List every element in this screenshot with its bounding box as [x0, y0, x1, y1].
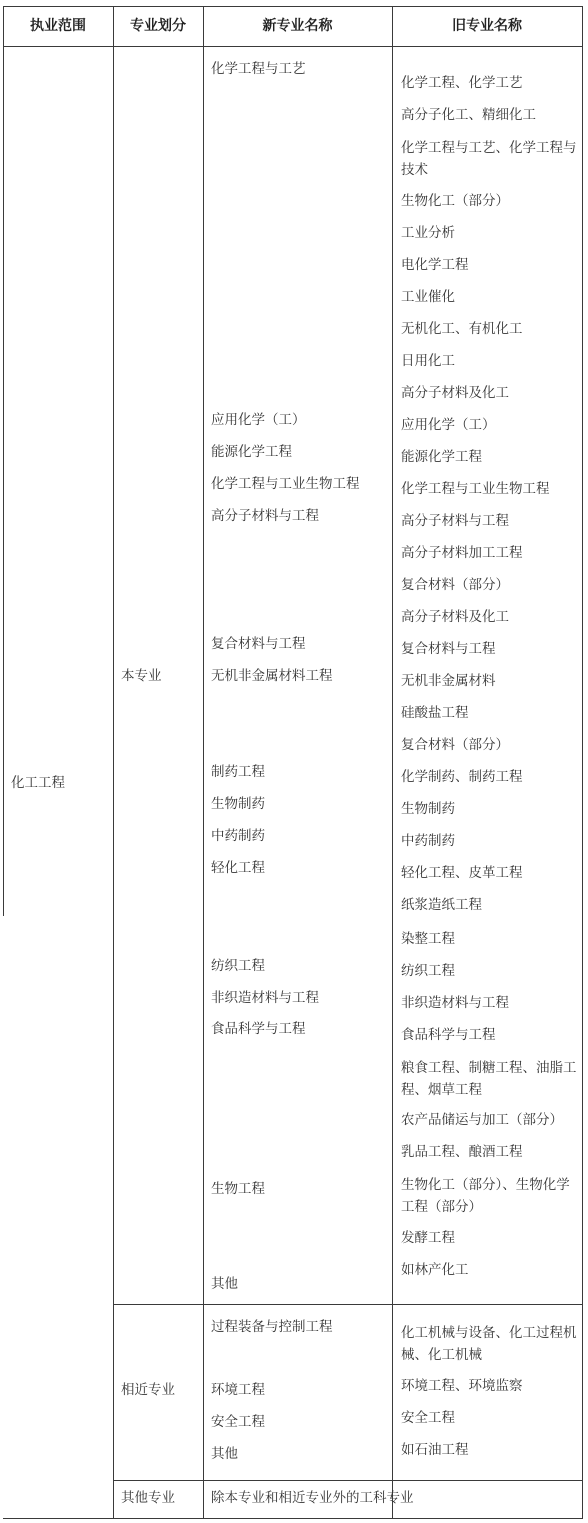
- old-major-item: 工业催化: [401, 289, 455, 305]
- old-major-item: 高分子材料与工程: [401, 513, 509, 529]
- header-division: 专业划分: [130, 18, 186, 34]
- old-major-item: 工业分析: [401, 225, 455, 241]
- old-major-item: 食品科学与工程: [401, 1027, 496, 1043]
- new-major-item: 化学工程与工业生物工程: [211, 476, 360, 492]
- new-major-related-item: 其他: [211, 1446, 238, 1462]
- new-major-related-item: 安全工程: [211, 1414, 265, 1430]
- old-major-item: 化学工程、化学工艺: [401, 75, 523, 91]
- old-major-related-item: 化工机械与设备、化工过程机械、化工机械: [401, 1325, 577, 1363]
- header-practice-scope: 执业范围: [30, 18, 86, 34]
- old-major-item: 中药制药: [401, 833, 455, 849]
- practice-scope-cell: 化工工程: [11, 775, 65, 791]
- new-major-item: 无机非金属材料工程: [211, 668, 333, 684]
- border-bottom: [3, 1518, 583, 1519]
- old-major-item: 如林产化工: [401, 1262, 469, 1278]
- old-major-item: 粮食工程、制糖工程、油脂工程、烟草工程: [401, 1060, 577, 1098]
- border-left: [3, 6, 4, 916]
- old-major-item: 轻化工程、皮革工程: [401, 865, 523, 881]
- header-new-major: 新专业名称: [262, 18, 333, 34]
- new-major-item: 中药制药: [211, 828, 265, 844]
- new-major-related-item: 过程装备与控制工程: [211, 1319, 333, 1335]
- old-major-item: 硅酸盐工程: [401, 705, 469, 721]
- old-major-item: 高分子材料及化工: [401, 609, 509, 625]
- old-major-related-item: 环境工程、环境监察: [401, 1378, 523, 1394]
- old-major-item: 复合材料（部分）: [401, 577, 509, 593]
- header-old-major: 旧专业名称: [452, 18, 522, 34]
- old-major-item: 化学工程与工艺、化学工程与技术: [401, 140, 577, 178]
- col-divider-1: [113, 6, 114, 1518]
- new-major-item: 能源化学工程: [211, 444, 292, 460]
- old-major-related-item: 安全工程: [401, 1410, 455, 1426]
- new-major-item: 生物工程: [211, 1181, 265, 1197]
- old-major-item: 日用化工: [401, 353, 455, 369]
- old-major-item: 复合材料（部分）: [401, 737, 509, 753]
- old-major-item: 电化学工程: [401, 257, 469, 273]
- header-divider: [3, 46, 583, 47]
- new-major-item: 高分子材料与工程: [211, 508, 319, 524]
- old-major-item: 化学制药、制药工程: [401, 769, 523, 785]
- old-major-item: 染整工程: [401, 931, 455, 947]
- new-major-item: 轻化工程: [211, 860, 265, 876]
- new-major-item: 食品科学与工程: [211, 1021, 306, 1037]
- division-main: 本专业: [121, 668, 162, 684]
- old-major-item: 生物化工（部分）、生物化学工程（部分）: [401, 1177, 570, 1215]
- new-major-item: 应用化学（工）: [211, 412, 306, 428]
- division-other: 其他专业: [121, 1490, 175, 1506]
- new-major-item: 复合材料与工程: [211, 636, 306, 652]
- old-major-item: 高分子化工、精细化工: [401, 107, 536, 123]
- new-major-item: 化学工程与工艺: [211, 61, 306, 77]
- old-major-item: 纺织工程: [401, 963, 455, 979]
- old-major-item: 无机化工、有机化工: [401, 321, 523, 337]
- old-major-item: 复合材料与工程: [401, 641, 496, 657]
- new-major-item: 其他: [211, 1276, 238, 1292]
- old-major-item: 无机非金属材料: [401, 673, 496, 689]
- other-divider: [113, 1480, 583, 1481]
- new-major-item: 非织造材料与工程: [211, 990, 319, 1006]
- old-major-item: 高分子材料加工工程: [401, 545, 523, 561]
- old-major-item: 乳品工程、酿酒工程: [401, 1144, 523, 1160]
- col-divider-2: [203, 6, 204, 1518]
- old-major-item: 应用化学（工）: [401, 417, 496, 433]
- old-major-item: 非织造材料与工程: [401, 995, 509, 1011]
- col-divider-3: [392, 6, 393, 1518]
- border-top: [3, 6, 583, 7]
- old-major-item: 纸浆造纸工程: [401, 897, 482, 913]
- new-major-item: 制药工程: [211, 764, 265, 780]
- old-major-item: 生物化工（部分）: [401, 193, 509, 209]
- related-divider: [113, 1304, 583, 1305]
- new-major-item: 纺织工程: [211, 958, 265, 974]
- old-major-item: 化学工程与工业生物工程: [401, 481, 550, 497]
- division-related: 相近专业: [121, 1382, 175, 1398]
- old-major-item: 生物制药: [401, 801, 455, 817]
- old-major-item: 高分子材料及化工: [401, 385, 509, 401]
- new-major-related-item: 环境工程: [211, 1382, 265, 1398]
- old-major-item: 发酵工程: [401, 1230, 455, 1246]
- new-major-item: 生物制药: [211, 796, 265, 812]
- old-major-item: 农产品储运与加工（部分）: [401, 1112, 563, 1128]
- border-right: [582, 6, 583, 1518]
- old-major-related-item: 如石油工程: [401, 1442, 469, 1458]
- new-major-other: 除本专业和相近专业外的工科专业: [211, 1490, 414, 1506]
- old-major-item: 能源化学工程: [401, 449, 482, 465]
